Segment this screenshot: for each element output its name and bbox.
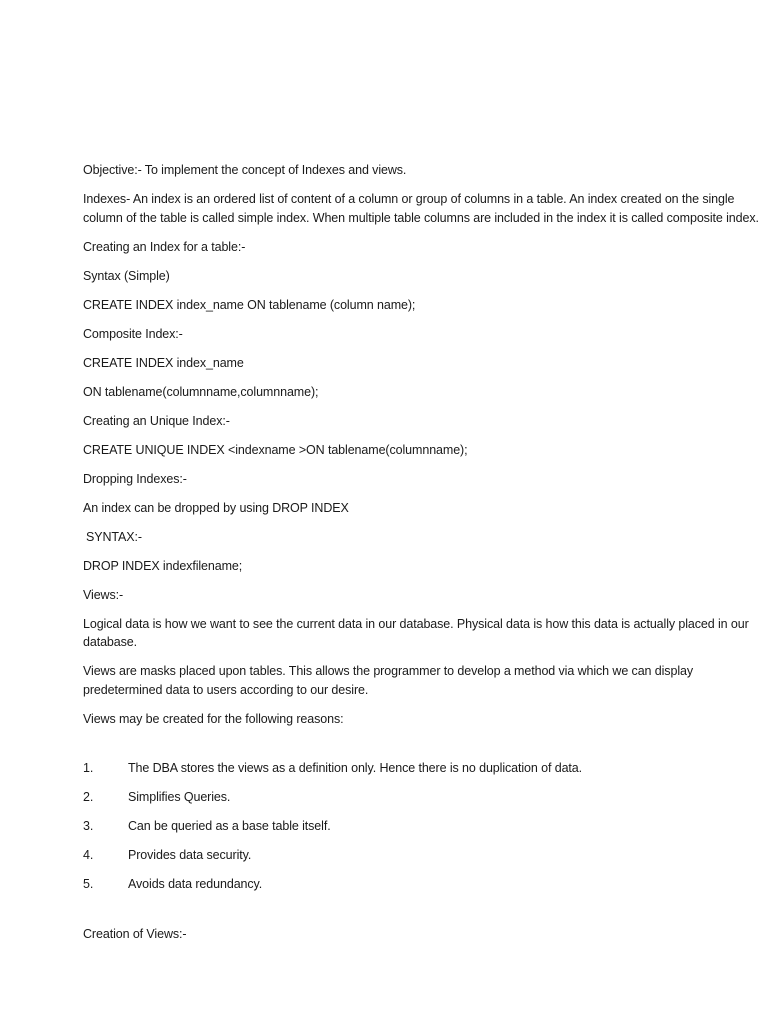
objective-line: Objective:- To implement the concept of Indexes and views. <box>83 163 407 177</box>
list-text: Can be queried as a base table itself. <box>128 818 331 833</box>
composite-on-line: ON tablename(columnname,columnname); <box>83 384 319 399</box>
list-text: Provides data security. <box>128 847 252 862</box>
list-item <box>83 759 768 778</box>
spacer <box>83 904 768 925</box>
list-number: 2. <box>83 789 94 804</box>
reasons-list <box>83 759 768 894</box>
list-number: 1. <box>83 760 94 775</box>
list-item <box>83 788 768 807</box>
indexes-definition: Indexes- An index is an ordered list of content of a column or group of columns in a table. An index created on the single column of the table is called simple index. When multiple table columns are included in the index it is called composite index. <box>83 192 759 225</box>
dropping-indexes-heading: Dropping Indexes:- <box>83 471 187 486</box>
list-item <box>83 846 768 865</box>
composite-index-heading: Composite Index:- <box>83 326 183 341</box>
syntax-simple-label: Syntax (Simple) <box>83 268 170 283</box>
list-text: Avoids data redundancy. <box>128 876 263 891</box>
list-number: 4. <box>83 847 94 862</box>
drop-index-statement: DROP INDEX indexfilename; <box>83 558 243 573</box>
list-number: 3. <box>83 818 94 833</box>
document-page <box>83 161 768 954</box>
syntax-label: SYNTAX:- <box>86 529 142 544</box>
list-number: 5. <box>83 876 94 891</box>
creating-index-heading: Creating an Index for a table:- <box>83 239 246 254</box>
create-index-statement: CREATE INDEX index_name ON tablename (column name); <box>83 297 416 312</box>
unique-index-statement: CREATE UNIQUE INDEX <indexname >ON tablename(columnname); <box>83 442 468 457</box>
logical-physical-data: Logical data is how we want to see the current data in our database. Physical data is how this data is actually placed in our database. <box>83 616 749 649</box>
views-reasons-intro: Views may be created for the following reasons: <box>83 711 344 726</box>
creation-of-views-heading: Creation of Views:- <box>83 926 187 941</box>
drop-index-description: An index can be dropped by using DROP INDEX <box>83 500 349 515</box>
spacer <box>83 739 768 759</box>
list-item <box>83 875 768 894</box>
unique-index-heading: Creating an Unique Index:- <box>83 413 230 428</box>
views-masks-description: Views are masks placed upon tables. This allows the programmer to develop a method via which we can display predetermined data to users according to our desire. <box>83 664 693 697</box>
views-heading: Views:- <box>83 587 124 602</box>
composite-create-line: CREATE INDEX index_name <box>83 355 244 370</box>
list-item <box>83 817 768 836</box>
list-text: The DBA stores the views as a definition only. Hence there is no duplication of data. <box>128 760 583 775</box>
list-text: Simplifies Queries. <box>128 789 231 804</box>
